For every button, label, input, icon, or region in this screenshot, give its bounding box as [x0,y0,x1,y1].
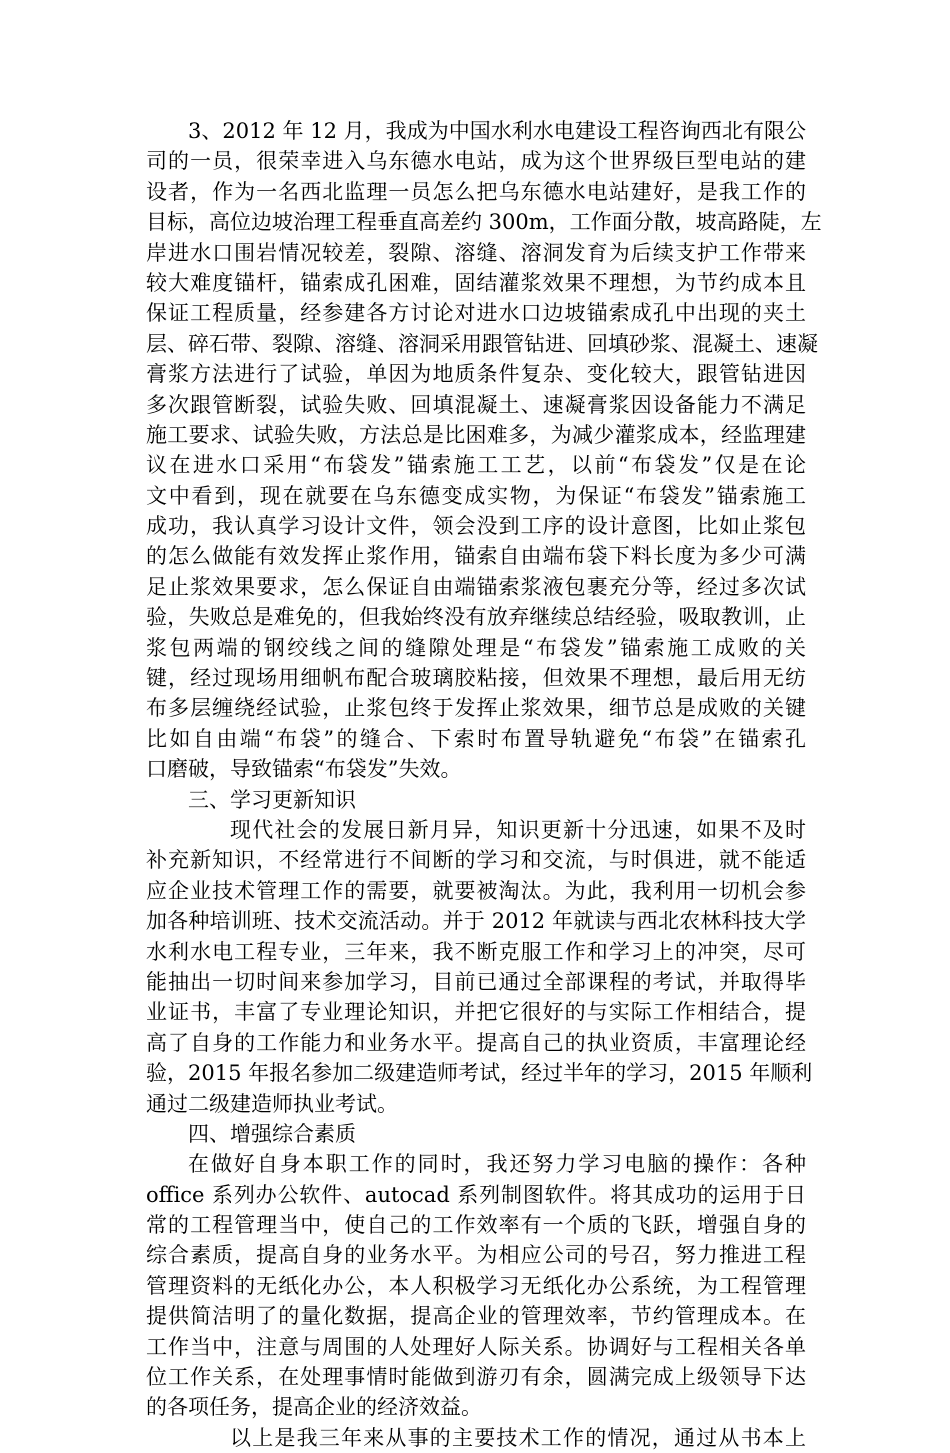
paragraph-line: 足止浆效果要求，怎么保证自由端锚索浆液包裹充分等，经过多次试 [146,574,806,599]
paragraph-line: 以上是我三年来从事的主要技术工作的情况，通过从书本上 [230,1425,806,1450]
paragraph-line: 成功，我认真学习设计文件，领会没到工序的设计意图，比如止浆包 [146,514,806,539]
paragraph-line: 补充新知识，不经常进行不间断的学习和交流，与时俱进，就不能适 [146,848,806,873]
paragraph-line: 目标，高位边坡治理工程垂直高差约 300m，工作面分散，坡高路陡，左 [146,210,822,235]
document-body [146,116,822,1453]
paragraph-line: 的各项任务，提高企业的经济效益。 [146,1395,482,1420]
paragraph-line: 司的一员，很荣幸进入乌东德水电站，成为这个世界级巨型电站的建 [146,149,806,174]
paragraph-line: office 系列办公软件、autocad 系列制图软件。将其成功的运用于日 [146,1182,806,1207]
paragraph-line: 施工要求、试验失败，方法总是比困难多，为减少灌浆成本，经监理建 [146,422,806,447]
paragraph-line: 议在进水口采用“布袋发”锚索施工工艺，以前“布袋发”仅是在论 [146,453,806,478]
paragraph-line: 位工作关系，在处理事情时能做到游刃有余，圆满完成上级领导下达 [146,1365,806,1390]
paragraph-line: 管理资料的无纸化办公，本人积极学习无纸化办公系统，为工程管理 [146,1273,806,1298]
paragraph-line: 设者，作为一名西北监理一员怎么把乌东德水电站建好，是我工作的 [146,179,806,204]
paragraph-line: 比如自由端“布袋”的缝合、下索时布置导轨避免“布袋”在锚索孔 [146,726,806,751]
paragraph-line: 浆包两端的钢绞线之间的缝隙处理是“布袋发”锚索施工成败的关 [146,635,806,660]
paragraph-line: 水利水电工程专业，三年来，我不断克服工作和学习上的冲突，尽可 [146,939,806,964]
paragraph-line: 加各种培训班、技术交流活动。并于 2012 年就读与西北农林科技大学 [146,909,806,934]
paragraph-line: 口磨破，导致锚索“布袋发”失效。 [146,757,462,782]
section-heading: 四、增强综合素质 [188,1121,356,1146]
paragraph-line: 能抽出一切时间来参加学习，目前已通过全部课程的考试，并取得毕 [146,969,806,994]
paragraph-line: 布多层缠绕经试验，止浆包终于发挥止浆效果，细节总是成败的关键 [146,696,806,721]
paragraph-line: 较大难度锚杆，锚索成孔困难，固结灌浆效果不理想，为节约成本且 [146,270,806,295]
paragraph-line: 验，失败总是难免的，但我始终没有放弃继续总结经验，吸取教训，止 [146,605,806,630]
paragraph-line: 高了自身的工作能力和业务水平。提高自己的执业资质，丰富理论经 [146,1030,806,1055]
paragraph-line: 提供简洁明了的量化数据，提高企业的管理效率，节约管理成本。在 [146,1304,806,1329]
paragraph-line: 现代社会的发展日新月异，知识更新十分迅速，如果不及时 [230,817,806,842]
paragraph-line: 工作当中，注意与周围的人处理好人际关系。协调好与工程相关各单 [146,1334,806,1359]
section-heading: 三、学习更新知识 [188,787,356,812]
paragraph-line: 文中看到，现在就要在乌东德变成实物，为保证“布袋发”锚索施工 [146,483,806,508]
paragraph-line: 验，2015 年报名参加二级建造师考试，经过半年的学习，2015 年顺利 [146,1061,813,1086]
paragraph-line: 保证工程质量，经参建各方讨论对进水口边坡锚索成孔中出现的夹土 [146,301,806,326]
paragraph-line: 层、碎石带、裂隙、溶缝、溶洞采用跟管钻进、回填砂浆、混凝土、速凝 [146,331,818,356]
paragraph-line: 键，经过现场用细帆布配合玻璃胶粘接，但效果不理想，最后用无纺 [146,666,806,691]
paragraph-line: 岸进水口围岩情况较差，裂隙、溶缝、溶洞发育为后续支护工作带来 [146,240,806,265]
paragraph-line: 的怎么做能有效发挥止浆作用，锚索自由端布袋下料长度为多少可满 [146,544,806,569]
paragraph-line: 3、2012 年 12 月，我成为中国水利水电建设工程咨询西北有限公 [188,119,806,143]
paragraph-line: 膏浆方法进行了试验，单因为地质条件复杂、变化较大，跟管钻进因 [146,362,806,387]
paragraph-line: 常的工程管理当中，使自己的工作效率有一个质的飞跃，增强自身的 [146,1213,806,1238]
paragraph-line: 多次跟管断裂，试验失败、回填混凝土、速凝膏浆因设备能力不满足 [146,392,806,417]
paragraph-line: 在做好自身本职工作的同时，我还努力学习电脑的操作：各种 [188,1152,806,1177]
paragraph-line: 应企业技术管理工作的需要，就要被淘汰。为此，我利用一切机会参 [146,878,806,903]
paragraph-line: 业证书，丰富了专业理论知识，并把它很好的与实际工作相结合，提 [146,1000,806,1025]
paragraph-line: 综合素质，提高自身的业务水平。为相应公司的号召，努力推进工程 [146,1243,806,1268]
paragraph-line: 通过二级建造师执业考试。 [146,1091,398,1116]
